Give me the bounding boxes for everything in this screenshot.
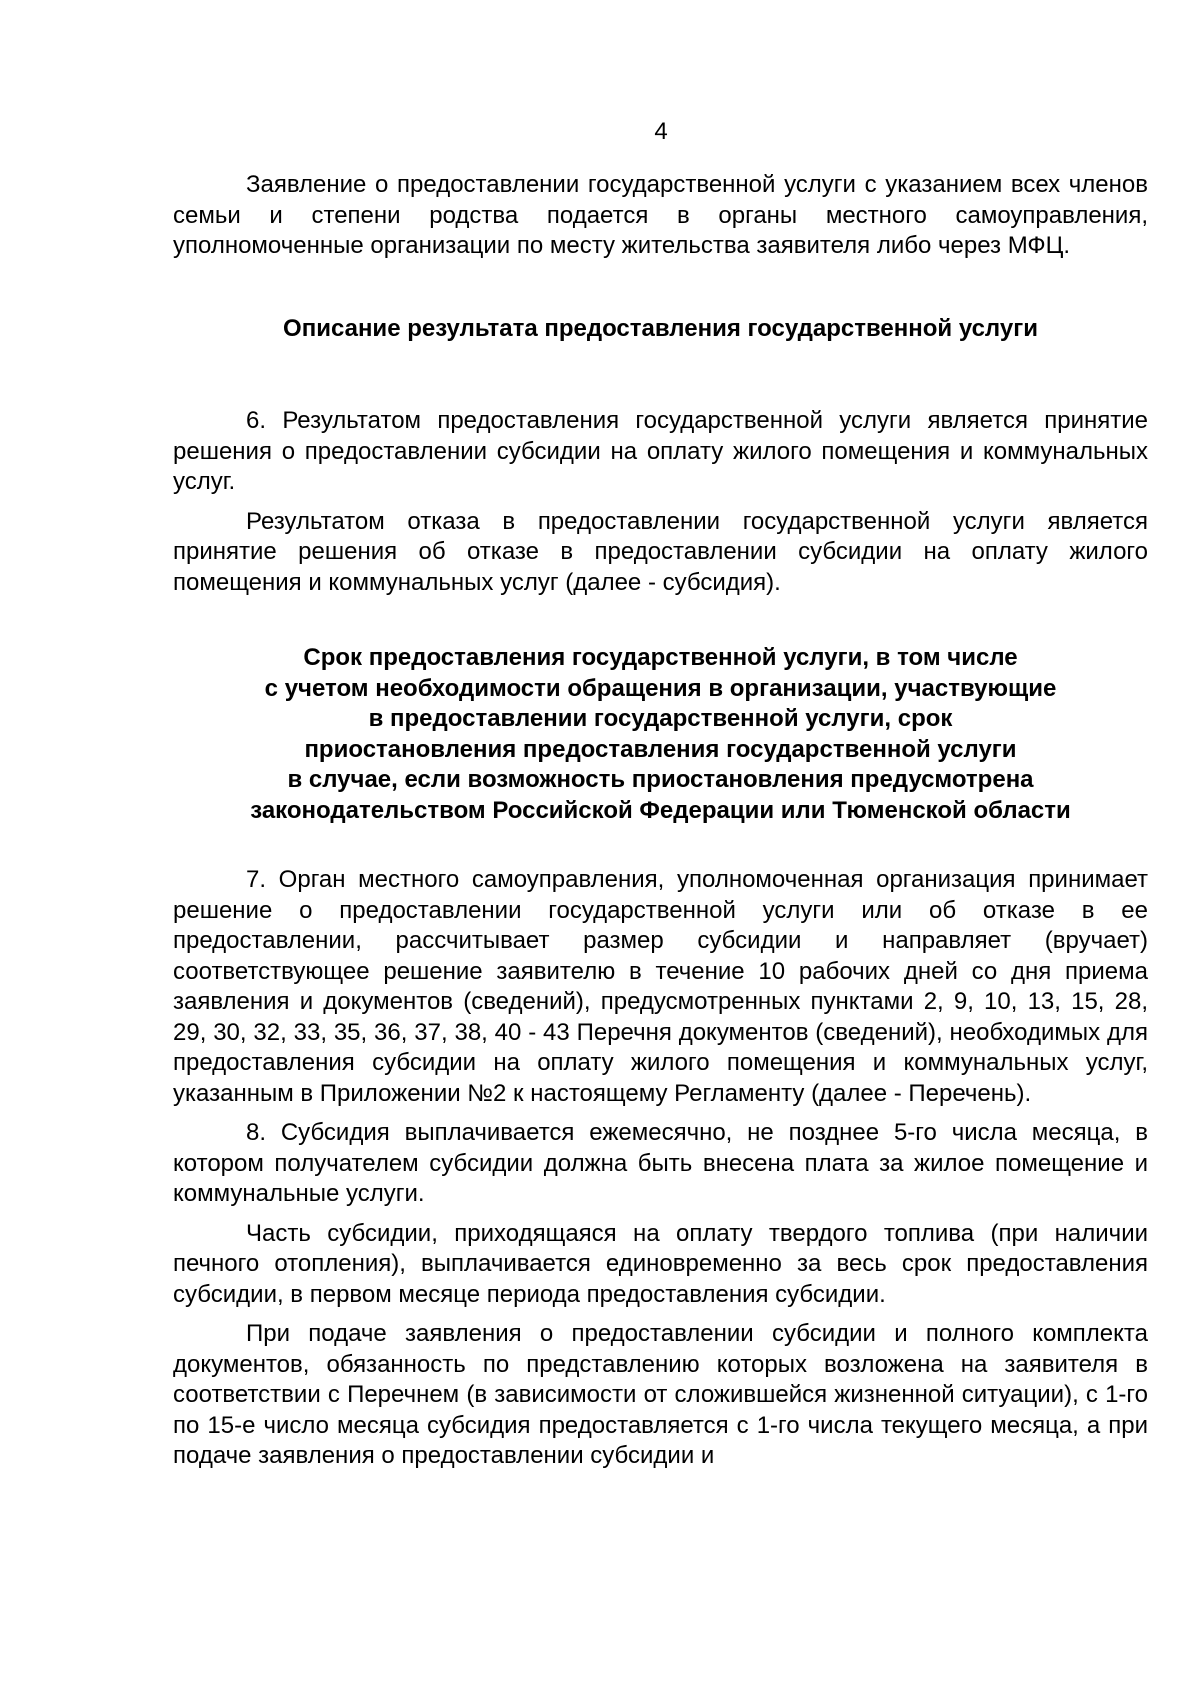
paragraph-refusal-result: Результатом отказа в предоставлении государственной услуги является принятие решения об отказе в предоставлении субсидии на оплату жилого помещения и коммунальных услуг (далее - субсидия). (173, 507, 1148, 596)
section-heading-result: Описание результата предоставления государственной услуги (283, 314, 1038, 342)
paragraph-application: Заявление о предоставлении государственной услуги с указанием всех членов семьи и степени родства подается в органы местного самоуправления, уполномоченные организации по месту жительства заявителя либо через МФЦ. (173, 171, 1148, 259)
page-number: 4 (654, 118, 668, 145)
paragraph-solid-fuel: Часть субсидии, приходящаяся на оплату твердого топлива (при наличии печного отопления), выплачивается единовременно за весь срок предоставления субсидии, в первом месяце периода предоставления субсидии. (173, 1219, 1148, 1308)
paragraph-submission-terms: При подаче заявления о предоставлении субсидии и полного комплекта документов, обязанность по представлению которых возложена на заявителя в соответствии с Перечнем (в зависимости от сложившейся жизненной ситуации), с 1-го по 15-е число месяца субсидия предоставляется с 1-го числа текущего месяца, а при подаче заявления о предоставлении субсидии и (173, 1320, 1148, 1469)
paragraph-item-7: 7. Орган местного самоуправления, уполномоченная организация принимает решение о предоставлении государственной услуги или об отказе в ее предоставлении, рассчитывает размер субсидии и направляет (вручает) соответствующее решение заявителю в течение 10 рабочих дней со дня приема заявления и документов (сведений), предусмотренных пунктами 2, 9, 10, 13, 15, 28, 29, 30, 32, 33, 35, 36, 37, 38, 40 - 43 Перечня документов (сведений), необходимых для предоставления субсидии на оплату жилого помещения и коммунальных услуг, указанным в Приложении №2 к настоящему Регламенту (далее - Перечень). (173, 866, 1148, 1107)
section-heading-term: Срок предоставления государственной услуги, в том числе с учетом необходимости обращения в организации, участвующие в предоставлении государственной услуги, срок приостановления предоставления государственной услуги в случае, если возможность приостановления предусмотрена законодательством Российской Федерации или Тюменской области (250, 644, 1071, 824)
document-body (173, 170, 1148, 1472)
paragraph-item-8: 8. Субсидия выплачивается ежемесячно, не позднее 5-го числа месяца, в котором получателем субсидии должна быть внесена плата за жилое помещение и коммунальные услуги. (173, 1119, 1148, 1207)
paragraph-item-6: 6. Результатом предоставления государственной услуги является принятие решения о предоставлении субсидии на оплату жилого помещения и коммунальных услуг. (173, 407, 1148, 495)
